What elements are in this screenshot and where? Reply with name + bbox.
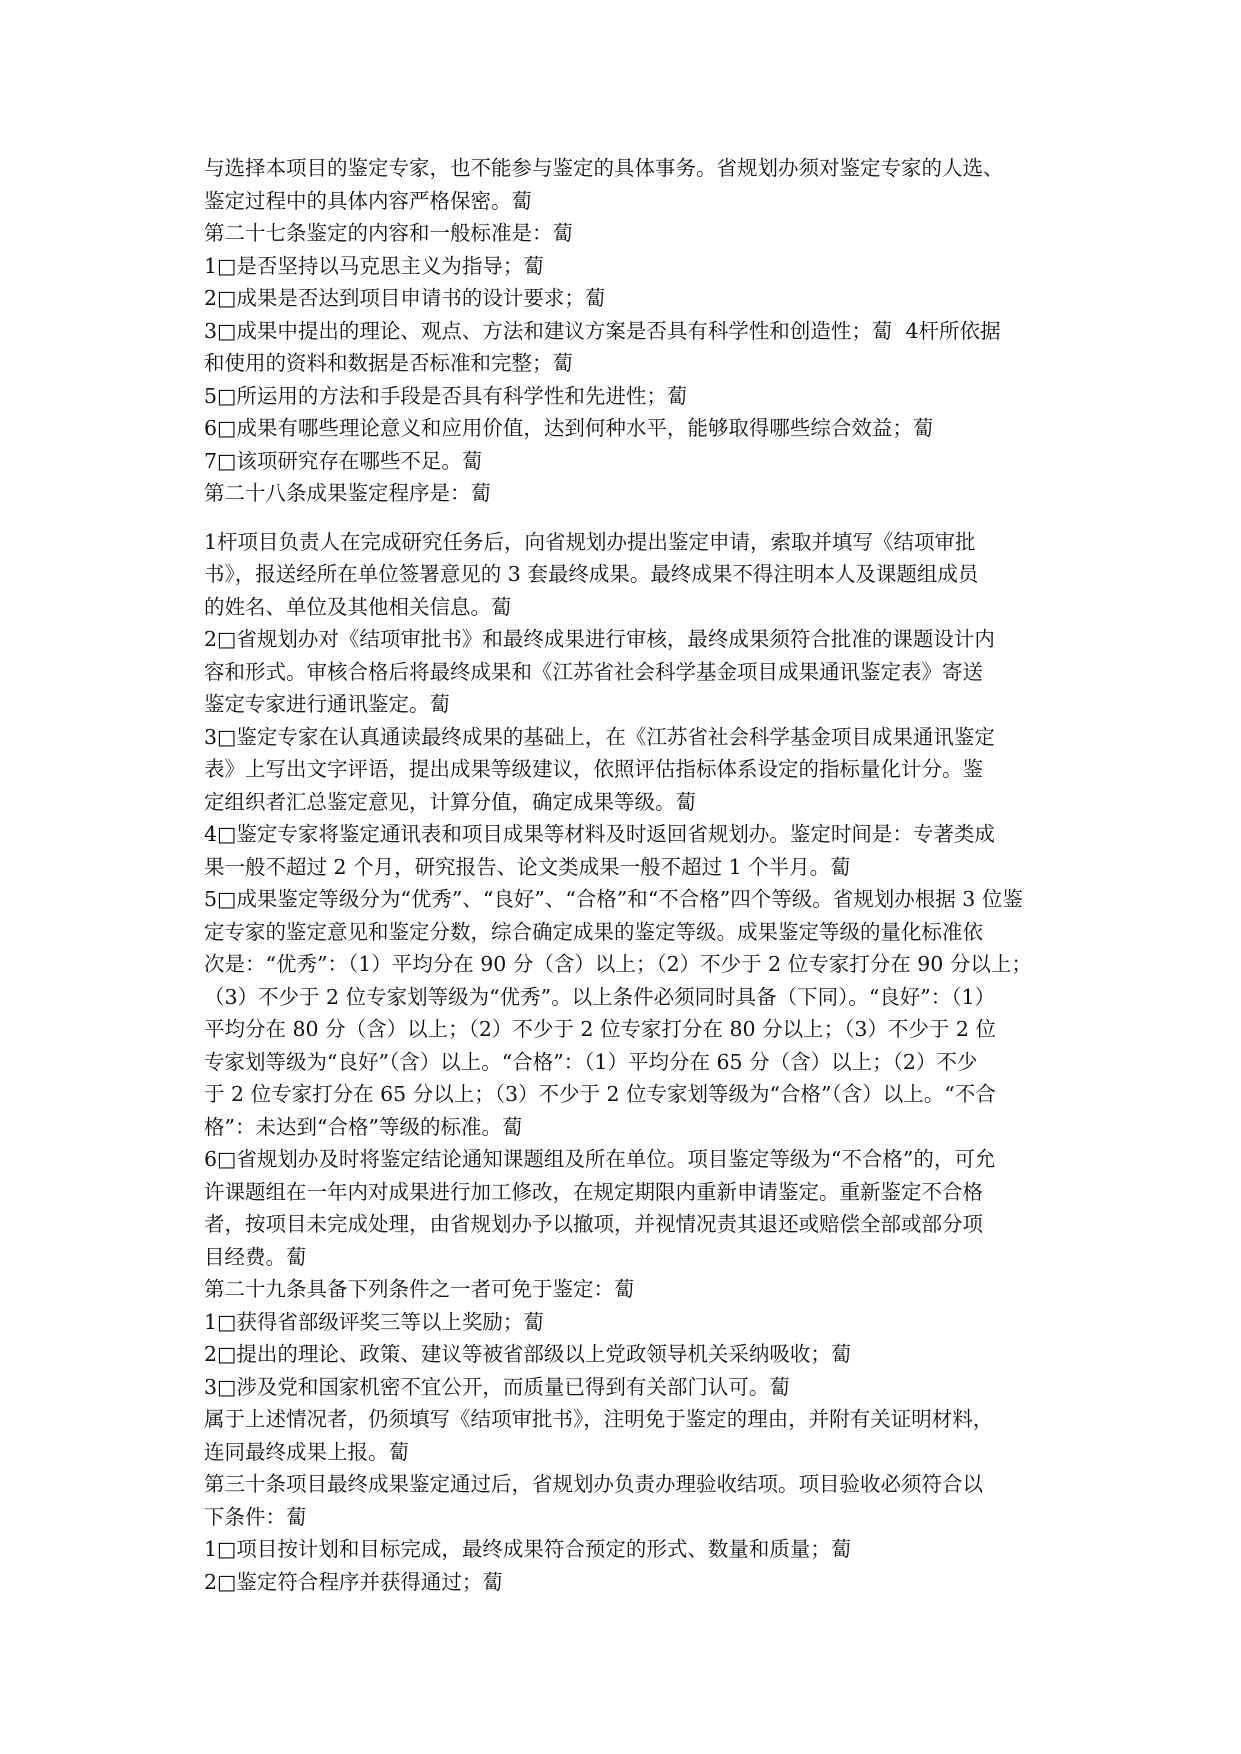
list-item: 2□省规划办对《结项审批书》和最终成果进行审核，最终成果须符合批准的课题设计内 (204, 627, 995, 651)
list-item: 2□提出的理论、政策、建议等被省部级以上党政领导机关采纳吸收；蔔 (204, 1342, 852, 1366)
text-line: 者，按项目未完成处理，由省规划办予以撤项，并视情况责其退还或赔偿全部或部分项 (204, 1212, 983, 1236)
article-heading: 第三十条项目最终成果鉴定通过后，省规划办负责办理验收结项。项目验收必须符合以 (204, 1472, 983, 1496)
document-body (204, 152, 1064, 1598)
text-line: 容和形式。审核合格后将最终成果和《江苏省社会科学基金项目成果通讯鉴定表》寄送 (204, 659, 983, 684)
article-heading: 第二十七条鉴定的内容和一般标准是：蔔 (204, 221, 573, 245)
text-line: 和使用的资料和数据是否标准和完整；蔔 (204, 351, 573, 375)
list-item: 5□所运用的方法和手段是否具有科学性和先进性；蔔 (204, 383, 688, 408)
list-item: 4□鉴定专家将鉴定通讯表和项目成果等材料及时返回省规划办。鉴定时间是：专著类成 (204, 822, 995, 846)
list-item: 6□成果有哪些理论意义和应用价值，达到何种水平，能够取得哪些综合效益；蔔 (204, 416, 934, 440)
text-line: 鉴定过程中的具体内容严格保密。蔔 (204, 188, 532, 213)
text-line: 定专家的鉴定意见和鉴定分数，综合确定成果的鉴定等级。成果鉴定等级的量化标准依 (204, 919, 983, 944)
list-item: 6□省规划办及时将鉴定结论通知课题组及所在单位。项目鉴定等级为“不合格”的，可允 (204, 1147, 996, 1171)
text-line: 目经费。蔔 (204, 1244, 307, 1269)
list-item: 1□项目按计划和目标完成，最终成果符合预定的形式、数量和质量；蔔 (204, 1537, 852, 1561)
text-line: 定组织者汇总鉴定意见，计算分值，确定成果等级。蔔 (204, 789, 696, 814)
text-line: 属于上述情况者，仍须填写《结项审批书》，注明免于鉴定的理由，并附有关证明材料， (204, 1407, 994, 1431)
list-item: 1□是否坚持以马克思主义为指导；蔔 (204, 253, 544, 278)
list-item: 3□鉴定专家在认真通读最终成果的基础上，在《江苏省社会科学基金项目成果通讯鉴定 (204, 724, 995, 749)
text-line: 于 2 位专家打分在 65 分以上；（3）不少于 2 位专家划等级为“合格”（含）以上。“不合 (204, 1082, 996, 1106)
list-item: 5□成果鉴定等级分为“优秀”、“良好”、“合格”和“不合格”四个等级。省规划办根据 3 位鉴 (204, 887, 1023, 911)
list-item: 3□成果中提出的理论、观点、方法和建议方案是否具有科学性和创造性；蔔 4杆所依据 (204, 318, 1001, 343)
article-heading: 第二十八条成果鉴定程序是：蔔 (204, 481, 491, 505)
text-line: 鉴定专家进行通讯鉴定。蔔 (204, 692, 450, 716)
text-line: 次是：“优秀”：（1）平均分在 90 分（含）以上；（2）不少于 2 位专家打分在 90 分以上； (204, 952, 1032, 976)
text-line: （3）不少于 2 位专家划等级为“优秀”。以上条件必须同时具备（下同）。“良好”：（1） (204, 984, 996, 1009)
text-line: 的姓名、单位及其他相关信息。蔔 (204, 594, 512, 619)
list-item: 2□成果是否达到项目申请书的设计要求；蔔 (204, 286, 606, 310)
text-line: 格”：未达到“合格”等级的标准。蔔 (204, 1114, 523, 1139)
list-item: 1□获得省部级评奖三等以上奖励；蔔 (204, 1309, 544, 1334)
list-item: 1杆项目负责人在完成研究任务后，向省规划办提出鉴定申请，索取并填写《结项审批 (204, 529, 976, 554)
text-line: 许课题组在一年内对成果进行加工修改，在规定期限内重新申请鉴定。重新鉴定不合格 (204, 1179, 983, 1204)
text-line: 书》，报送经所在单位签署意见的 3 套最终成果。最终成果不得注明本人及课题组成员 (204, 562, 979, 586)
text-line: 与选择本项目的鉴定专家，也不能参与鉴定的具体事务。省规划办须对鉴定专家的人选、 (204, 156, 1004, 180)
article-heading: 第二十九条具备下列条件之一者可免于鉴定：蔔 (204, 1277, 635, 1301)
text-line: 表》上写出文字评语，提出成果等级建议，依照评估指标体系设定的指标量化计分。鉴 (204, 757, 983, 781)
list-item: 7□该项研究存在哪些不足。蔔 (204, 448, 483, 473)
text-line: 下条件：蔔 (204, 1504, 307, 1529)
list-item: 2□鉴定符合程序并获得通过；蔔 (204, 1569, 503, 1594)
text-line: 连同最终成果上报。蔔 (204, 1439, 409, 1464)
text-line: 专家划等级为“良好”（含）以上。“合格”：（1）平均分在 65 分（含）以上；（2）不少 (204, 1049, 978, 1074)
text-line: 果一般不超过 2 个月，研究报告、论文类成果一般不超过 1 个半月。蔔 (204, 854, 851, 879)
list-item: 3□涉及党和国家机密不宜公开，而质量已得到有关部门认可。蔔 (204, 1374, 790, 1399)
text-line: 平均分在 80 分（含）以上；（2）不少于 2 位专家打分在 80 分以上；（3）不少于 2 位 (204, 1017, 996, 1041)
